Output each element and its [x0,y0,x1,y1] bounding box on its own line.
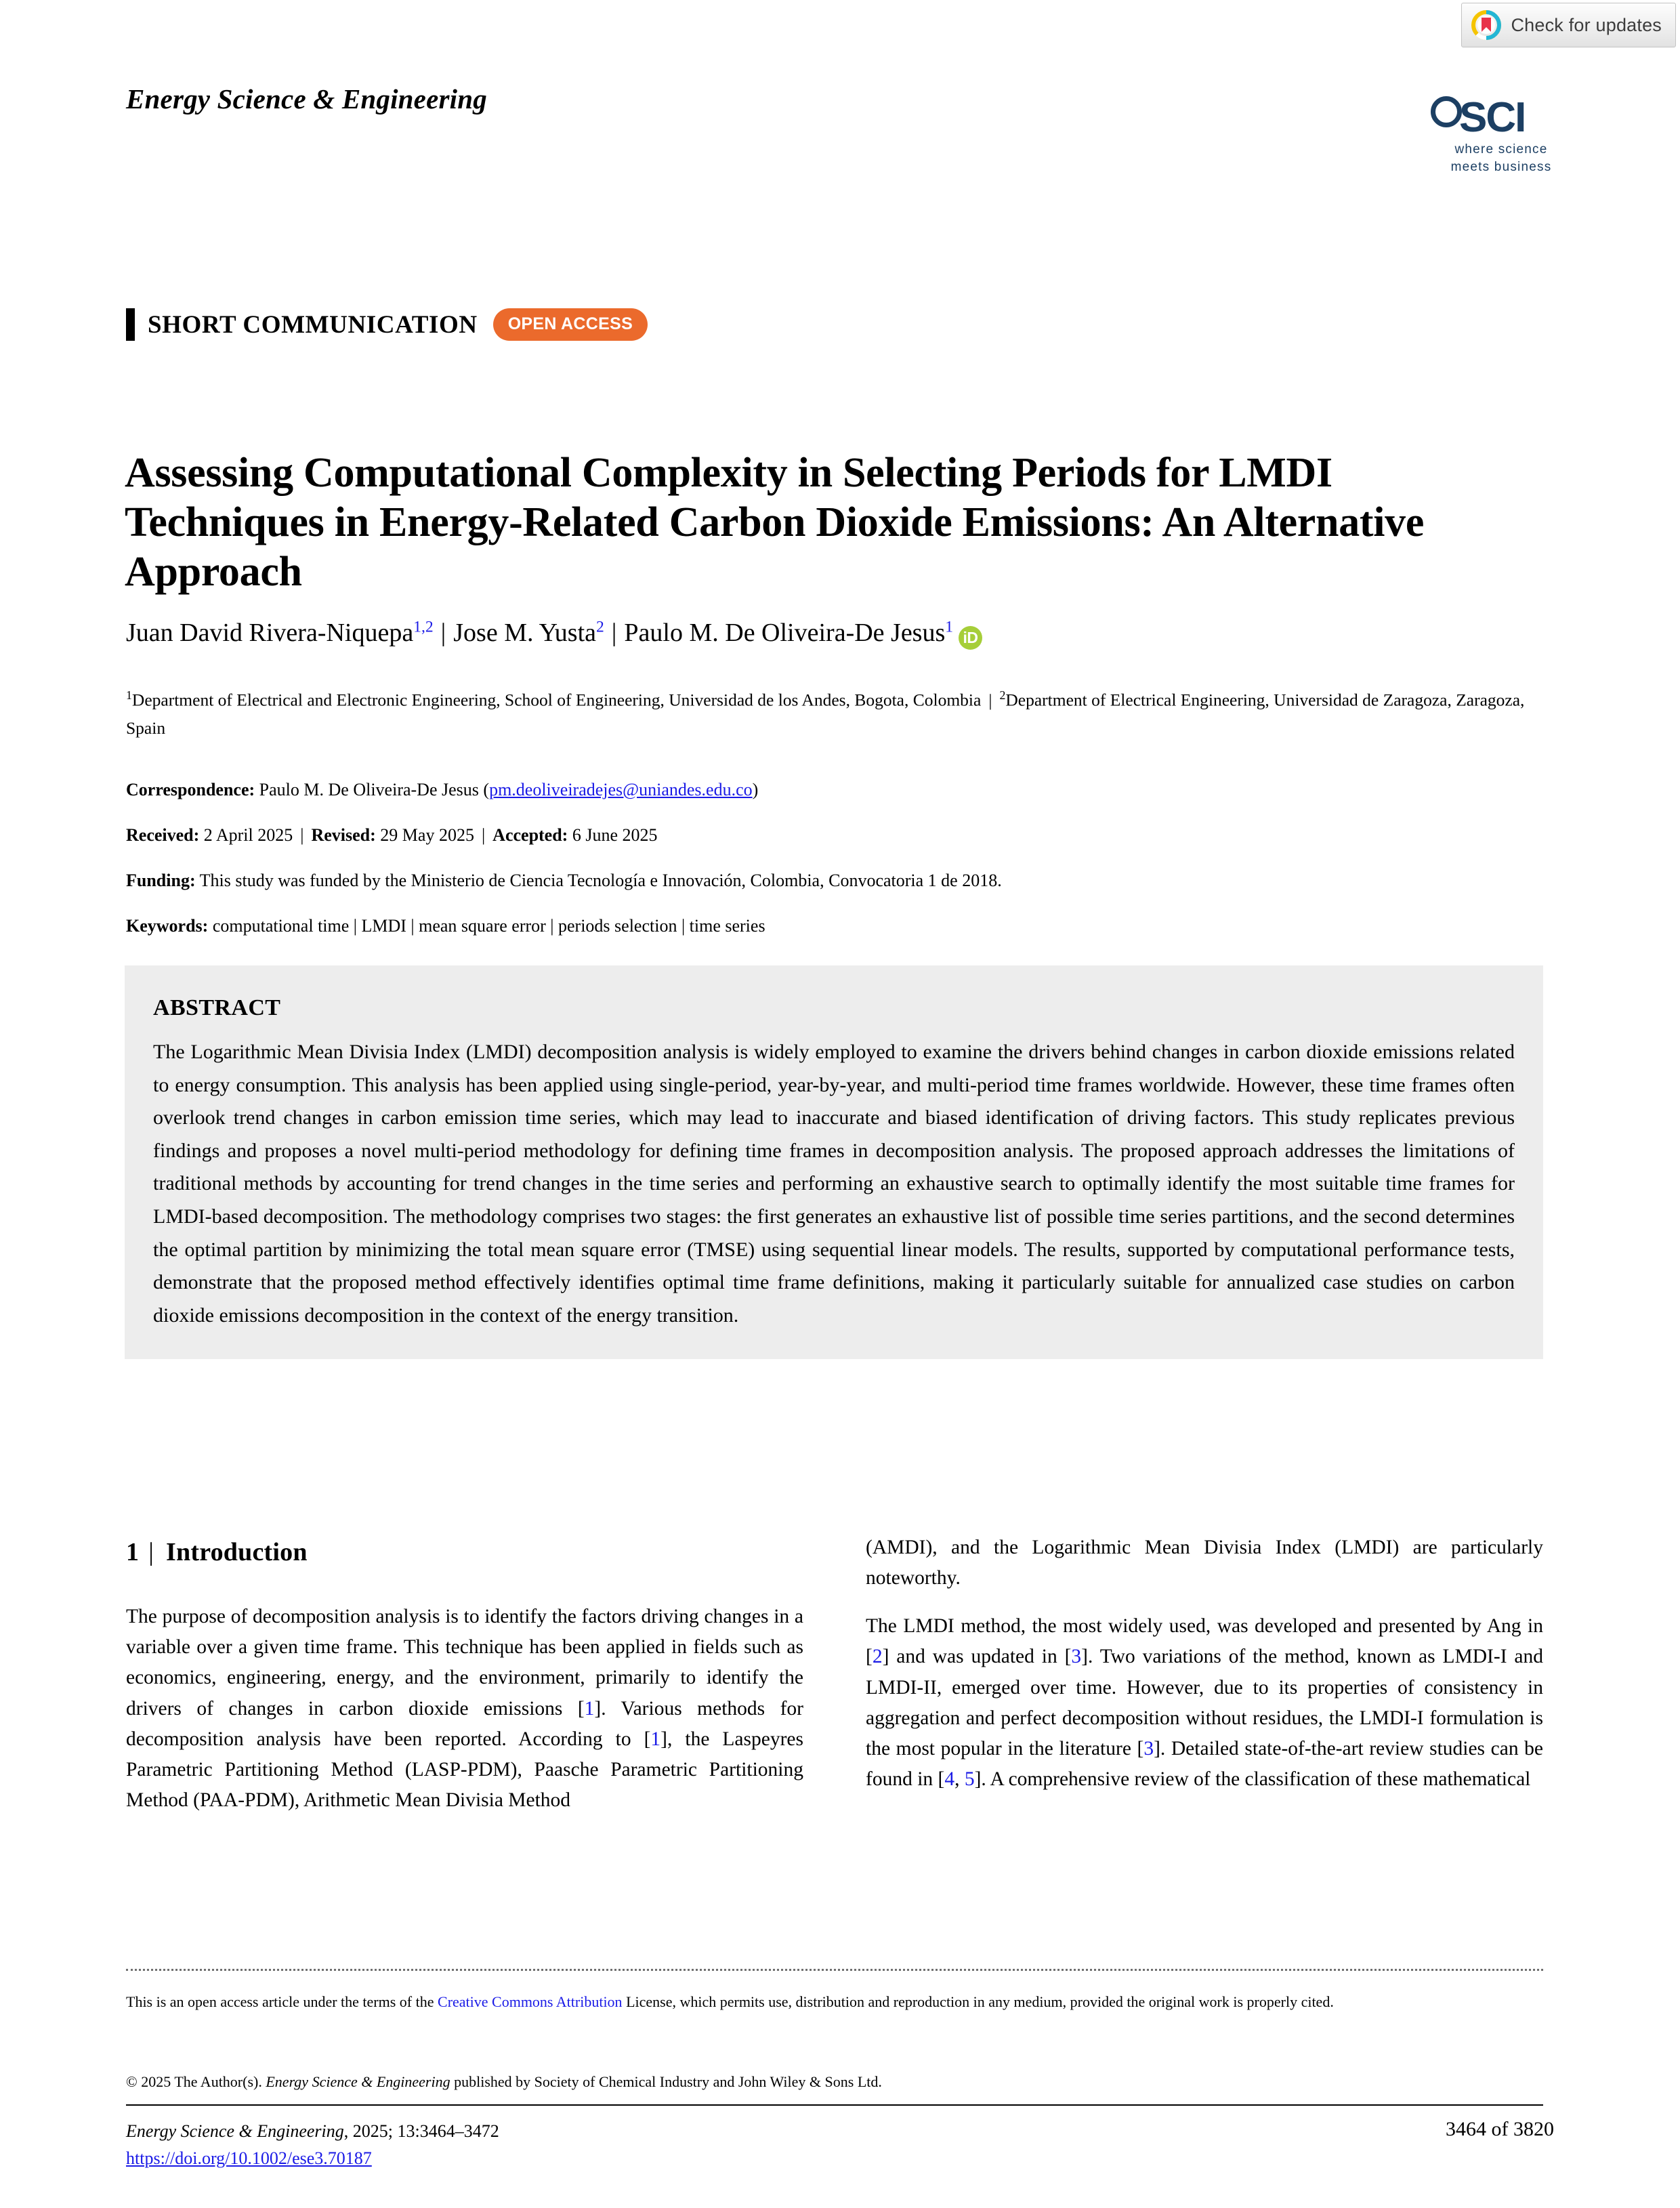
footer-divider [126,2104,1543,2106]
footer-citation-detail: , 2025; 13:3464–3472 [343,2121,499,2141]
date-separator: | [481,825,486,845]
journal-title: Energy Science & Engineering [126,83,487,114]
affiliation-text: Department of Electrical and Electronic Engineering, School of Engineering, Universidad de los Andes, Bogota, Colombia [131,690,982,710]
section-divider: | [148,1538,154,1566]
correspondence-email-link[interactable]: pm.deoliveiradejes@uniandes.edu.co [489,780,753,799]
author-name: Paulo M. De Oliveira-De Jesus [624,619,946,647]
license-statement [126,1989,1543,2015]
footer-citation [126,2118,499,2173]
citation-separator: , [954,1768,965,1790]
copyright-suffix: published by Society of Chemical Industry and John Wiley & Sons Ltd. [450,2073,882,2090]
sci-tagline-line2: meets business [1450,159,1552,174]
copyright-journal-name: Energy Science & Engineering [266,2073,450,2090]
section-number: 1 [126,1538,140,1566]
accepted-label: Accepted: [492,825,568,845]
paragraph-text: ], the Laspeyres Parametric Partitioning Method (LASP-PDM), Paasche Parametric Partitioning Method (PAA-PDM), Arithmetic Mean Divisia Method [126,1728,803,1811]
paragraph-text: ] and was updated in [ [882,1646,1072,1668]
sci-logo [1431,87,1559,175]
open-access-badge: OPEN ACCESS [493,308,648,341]
author-separator: | [440,619,446,647]
license-text-after: License, which permits use, distribution and reproduction in any medium, provided the original work is properly cited. [622,1993,1334,2010]
citation-link[interactable]: 3 [1071,1646,1082,1668]
author-name: Jose M. Yusta [453,619,597,647]
paragraph [126,1602,803,1816]
check-for-updates-label: Check for updates [1511,14,1662,35]
affiliation-marker: 1 [126,688,132,702]
citation-link[interactable]: 1 [650,1728,661,1750]
author-affiliation-marker: 2 [596,618,604,636]
body-column-right [866,1533,1543,1795]
citation-link[interactable]: 1 [584,1697,595,1720]
citation-link[interactable]: 4 [944,1768,955,1790]
footer-journal-name: Energy Science & Engineering [126,2121,344,2141]
received-label: Received: [126,825,200,845]
article-dates [126,822,1534,848]
author-list [126,617,1535,650]
revised-label: Revised: [311,825,376,845]
affiliations [126,686,1534,742]
article-type-bar [126,308,135,341]
page-indicator: 3464 of 3820 [1446,2118,1554,2140]
funding-line [126,867,1534,894]
correspondence-label: Correspondence: [126,780,255,799]
check-for-updates-badge[interactable] [1461,3,1676,47]
citation-link[interactable]: 3 [1143,1737,1154,1759]
section-heading-introduction [126,1533,803,1572]
abstract-heading: ABSTRACT [153,995,281,1020]
paragraph [866,1611,1543,1795]
citation-link[interactable]: 2 [872,1646,883,1668]
correspondence-name: Paulo M. De Oliveira-De Jesus [259,780,479,799]
sci-ring-icon [1431,96,1462,127]
keywords-label: Keywords: [126,916,209,936]
section-title: Introduction [166,1538,308,1566]
paragraph: (AMDI), and the Logarithmic Mean Divisia Index (LMDI) are particularly noteworthy. [866,1537,1543,1589]
affiliation-text: Department of Electrical Engineering, Universidad de Zaragoza, Zaragoza, Spain [126,690,1525,738]
page-title: Assessing Computational Complexity in Selecting Periods for LMDI Techniques in Energy-Related Carbon Dioxide Emissions: An Alternative Approach [125,449,1425,595]
crossmark-icon [1471,10,1501,40]
affiliation-separator: | [988,690,992,710]
keywords-text: computational time | LMDI | mean square error | periods selection | time series [212,916,765,936]
paragraph-text: ]. A comprehensive review of the classification of these mathematical [974,1768,1531,1790]
paragraph-text: The purpose of decomposition analysis is to identify the factors driving changes in a variable over a given time frame. This technique has been applied in fields such as economics, engineering, energy, and the environment, primarily to identify the drivers of changes in carbon dioxide emissions [ [126,1606,803,1720]
author-affiliation-marker: 1 [945,618,954,636]
funding-text: This study was funded by the Ministerio de Ciencia Tecnología e Innovación, Colombia, Convocatoria 1 de 2018. [199,871,1002,890]
keywords-line [126,913,1534,939]
abstract-section [125,965,1543,1359]
paragraph-text: ]. Two variations of the method, known as LMDI-I and LMDI-II, emerged over time. However, due to its properties of consistency in aggregation and perfect decomposition without residues, the LMDI-I formulation is the most popular in the literature [ [866,1646,1544,1759]
citation-link[interactable]: 5 [964,1768,975,1790]
author-separator: | [611,619,617,647]
revised-date: 29 May 2025 [380,825,474,845]
accepted-date: 6 June 2025 [572,825,658,845]
creative-commons-link[interactable]: Creative Commons Attribution [438,1993,623,2010]
author-affiliation-marker: 1,2 [413,618,434,636]
abstract-text: The Logarithmic Mean Divisia Index (LMDI) decomposition analysis is widely employed to examine the drivers behind changes in carbon dioxide emissions related to energy consumption. This analysis has been applied using single-period, year-by-year, and multi-period time frames worldwide. However, these time frames often overlook trend changes in carbon emission time series, which may lead to inaccurate and biased identification of driving factors. This study replicates previous findings and proposes a novel multi-period methodology for defining time frames in decomposition analysis. The proposed approach addresses the limitations of traditional methods by accounting for trend changes in the time series and performing an exhaustive search to optimally identify the most suitable time frames for LMDI-based decomposition. The methodology comprises two stages: the first generates an exhaustive list of possible time series partitions, and the second determines the optimal partition by minimizing the total mean square error (TMSE) using sequential linear models. The results, supported by computational performance tests, demonstrate that the proposed method effectively identifies optimal time frame definitions, making it particularly suitable for annualized case studies on carbon dioxide emissions decomposition in the context of the energy transition. [153,1041,1515,1327]
paragraph-text: ]. Detailed state-of-the-art review studies can be found in [ [866,1737,1543,1790]
doi-link[interactable]: https://doi.org/10.1002/ese3.70187 [126,2148,372,2169]
orcid-icon[interactable]: iD [959,626,982,650]
paragraph-text: The LMDI method, the most widely used, was developed and presented by Ang in [ [866,1615,1543,1668]
footer-dotted-divider [126,1969,1543,1971]
article-type-line [126,308,648,341]
paragraph-text: ]. Various methods for decomposition analysis have been reported. According to [ [126,1697,803,1750]
body-column-left [126,1533,803,1816]
sci-logo-word: SCI [1459,93,1526,141]
received-date: 2 April 2025 [203,825,293,845]
date-separator: | [300,825,304,845]
affiliation-marker: 2 [999,688,1006,702]
author-name: Juan David Rivera-Niquepa [126,619,414,647]
copyright-statement [126,2070,1543,2093]
copyright-prefix: © 2025 The Author(s). [126,2073,266,2090]
sci-tagline-line1: where science [1454,142,1548,157]
article-type-label: SHORT COMMUNICATION [148,310,478,339]
license-text-before: This is an open access article under the terms of the [126,1993,438,2010]
correspondence-line: Correspondence: Paulo M. De Oliveira-De Jesus (pm.deoliveiradejes@uniandes.edu.co) [126,780,759,799]
funding-label: Funding: [126,871,196,890]
